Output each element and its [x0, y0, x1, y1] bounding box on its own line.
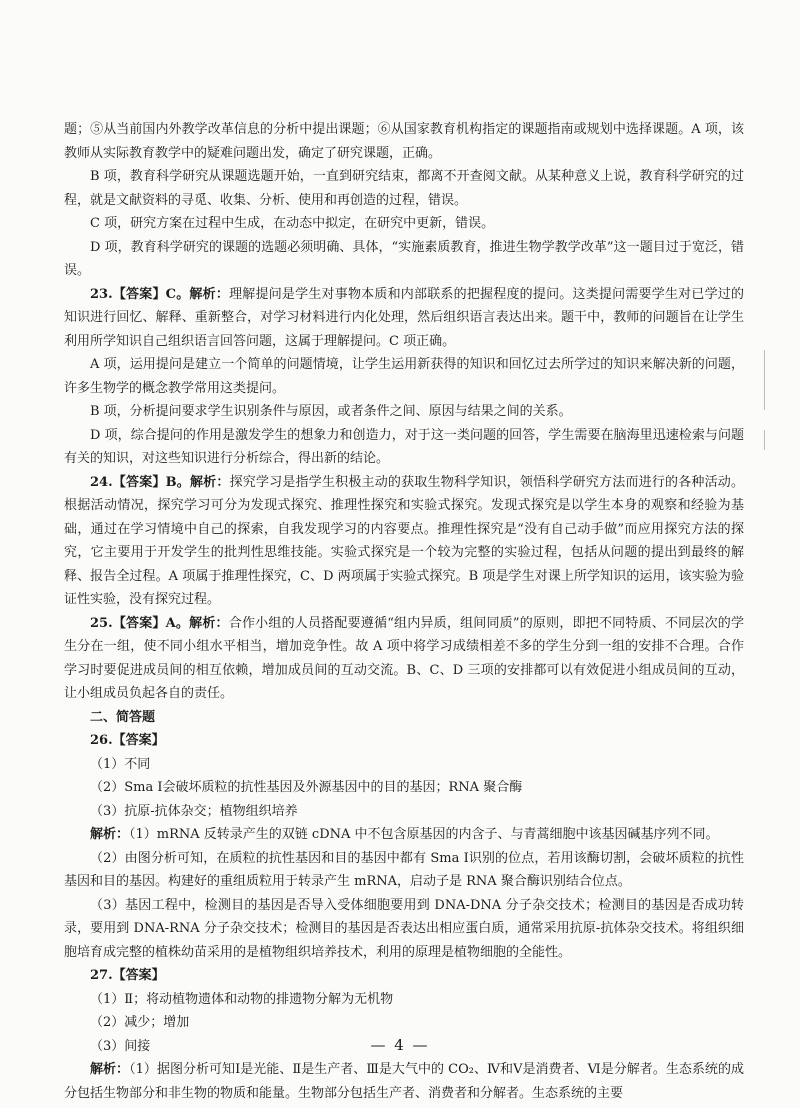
- paragraph: D 项，综合提问的作用是激发学生的想象力和创造力，对于这一类问题的回答，学生需要在脑海里迅速检索与问题有关的知识，对这些知识进行分析综合，得出新的结论。: [64, 427, 744, 466]
- scan-edge-mark: [764, 430, 765, 450]
- paragraph: A 项，运用提问是建立一个简单的问题情境，让学生运用新获得的知识和回忆过去所学过的知识来解决新的问题，许多生物学的概念教学常用这类提问。: [64, 357, 744, 396]
- section-title: 二、简答题: [90, 709, 156, 725]
- analysis-paragraph: （3）基因工程中，检测目的基因是否导入受体细胞要用到 DNA-DNA 分子杂交技术；检测目的基因是否成功转录，要用到 DNA-RNA 分子杂交技术；检测目的基因是否表达出相应蛋白质，通常采用抗原-抗体杂交技术。将组织细胞培育成完整的植株幼苗采用的是植物组织培养技术，利用的原理是植物细胞的全能性。: [64, 897, 744, 960]
- answer-line: （1）Ⅱ；将动植物遗体和动物的排遗物分解为无机物: [90, 991, 394, 1007]
- answer-line: （2）Sma Ⅰ会破坏质粒的抗性基因及外源基因中的目的基因；RNA 聚合酶: [90, 780, 523, 795]
- paragraph: B 项，教育科学研究从课题选题开始，一直到研究结束，都离不开查阅文献。从某种意义上说，教育科学研究的过程，就是文献资料的寻觅、收集、分析、使用和再创造的过程，错误。: [64, 169, 744, 208]
- question-24: 24.【答案】B。解析：探究学习是指学生积极主动的获取生物科学知识，领悟科学研究方法而进行的各种活动。根据活动情况，探究学习可分为发现式探究、推理性探究和实验式探究。发现式探究是以学生本身的观察和经验为基础，通过在学习情境中自己的探索，自我发现学习的内容要点。推理性探究是“没有自己动手做”而应用探究方法的探究，它主要用于开发学生的批判性思维技能。实验式探究是一个较为完整的实验过程，包括从问题的提出到最终的解释、报告全过程。A 项属于推理性探究，C、D 两项属于实验式探究。B 项是学生对课上所学知识的运用，该实验为验证性实验，没有探究过程。: [64, 474, 744, 607]
- answer-line: （3）间接: [90, 1038, 151, 1054]
- scan-edge-mark: [764, 350, 765, 410]
- analysis-paragraph: （2）由图分析可知，在质粒的抗性基因和目的基因中都有 Sma Ⅰ识别的位点，若用该酶切割，会破坏质粒的抗性基因和目的基因。构建好的重组质粒用于转录产生 mRNA，启动子是 RNA 聚合酶识别结合位点。: [64, 850, 744, 889]
- analysis-paragraph: 解析：（1）mRNA 反转录产生的双链 cDNA 中不包含原基因的内含子、与青蒿细胞中该基因碱基序列不同。: [90, 827, 719, 842]
- answer-line: （1）不同: [90, 756, 151, 772]
- paragraph: C 项，研究方案在过程中生成，在动态中拟定，在研究中更新，错误。: [90, 216, 495, 231]
- document-body: [64, 118, 744, 1105]
- question-27-answer-label: 27.【答案】: [90, 968, 165, 983]
- paragraph: 题；⑤从当前国内外教学改革信息的分析中提出课题；⑥从国家教育机构指定的课题指南或规划中选择课题。A 项，该教师从实际教育教学中的疑难问题出发，确定了研究课题，正确。: [64, 122, 744, 161]
- question-23: 23.【答案】C。解析：理解提问是学生对事物本质和内部联系的把握程度的提问。这类提问需要学生对已学过的知识进行回忆、解释、重新整合，对学习材料进行内化处理，然后组织语言表达出来。题干中，教师的问题旨在让学生利用所学知识自己组织语言回答问题，这属于理解提问。C 项正确。: [64, 286, 744, 349]
- question-25: 25.【答案】A。解析：合作小组的人员搭配要遵循“组内异质，组间同质”的原则，即把不同特质、不同层次的学生分在一组，使不同小组水平相当，增加竞争性。故 A 项中将学习成绩相差不多的学生分到一组的安排不合理。合作学习时要促进成员间的相互依赖，增加成员间的互动交流。B、C、D 三项的安排都可以有效促进小组成员间的互动，让小组成员负起各自的责任。: [64, 615, 744, 701]
- question-26-answer-label: 26.【答案】: [90, 733, 165, 748]
- answer-line: （3）抗原-抗体杂交；植物组织培养: [90, 803, 298, 819]
- answer-line: （2）减少；增加: [90, 1015, 190, 1030]
- paragraph: D 项，教育科学研究的课题的选题必须明确、具体，“实施素质教育，推进生物学教学改革”这一题目过于宽泛，错误。: [64, 239, 744, 278]
- paragraph: B 项，分析提问要求学生识别条件与原因，或者条件之间、原因与结果之间的关系。: [90, 404, 572, 419]
- analysis-paragraph: 解析：（1）据图分析可知Ⅰ是光能、Ⅱ是生产者、Ⅲ是大气中的 CO₂、Ⅳ和Ⅴ是消费者、Ⅵ是分解者。生态系统的成分包括生物部分和非生物的物质和能量。生物部分包括生产者、消费者和分解者。生态系统的主要: [64, 1062, 744, 1101]
- page-number: — 4 —: [370, 1036, 430, 1054]
